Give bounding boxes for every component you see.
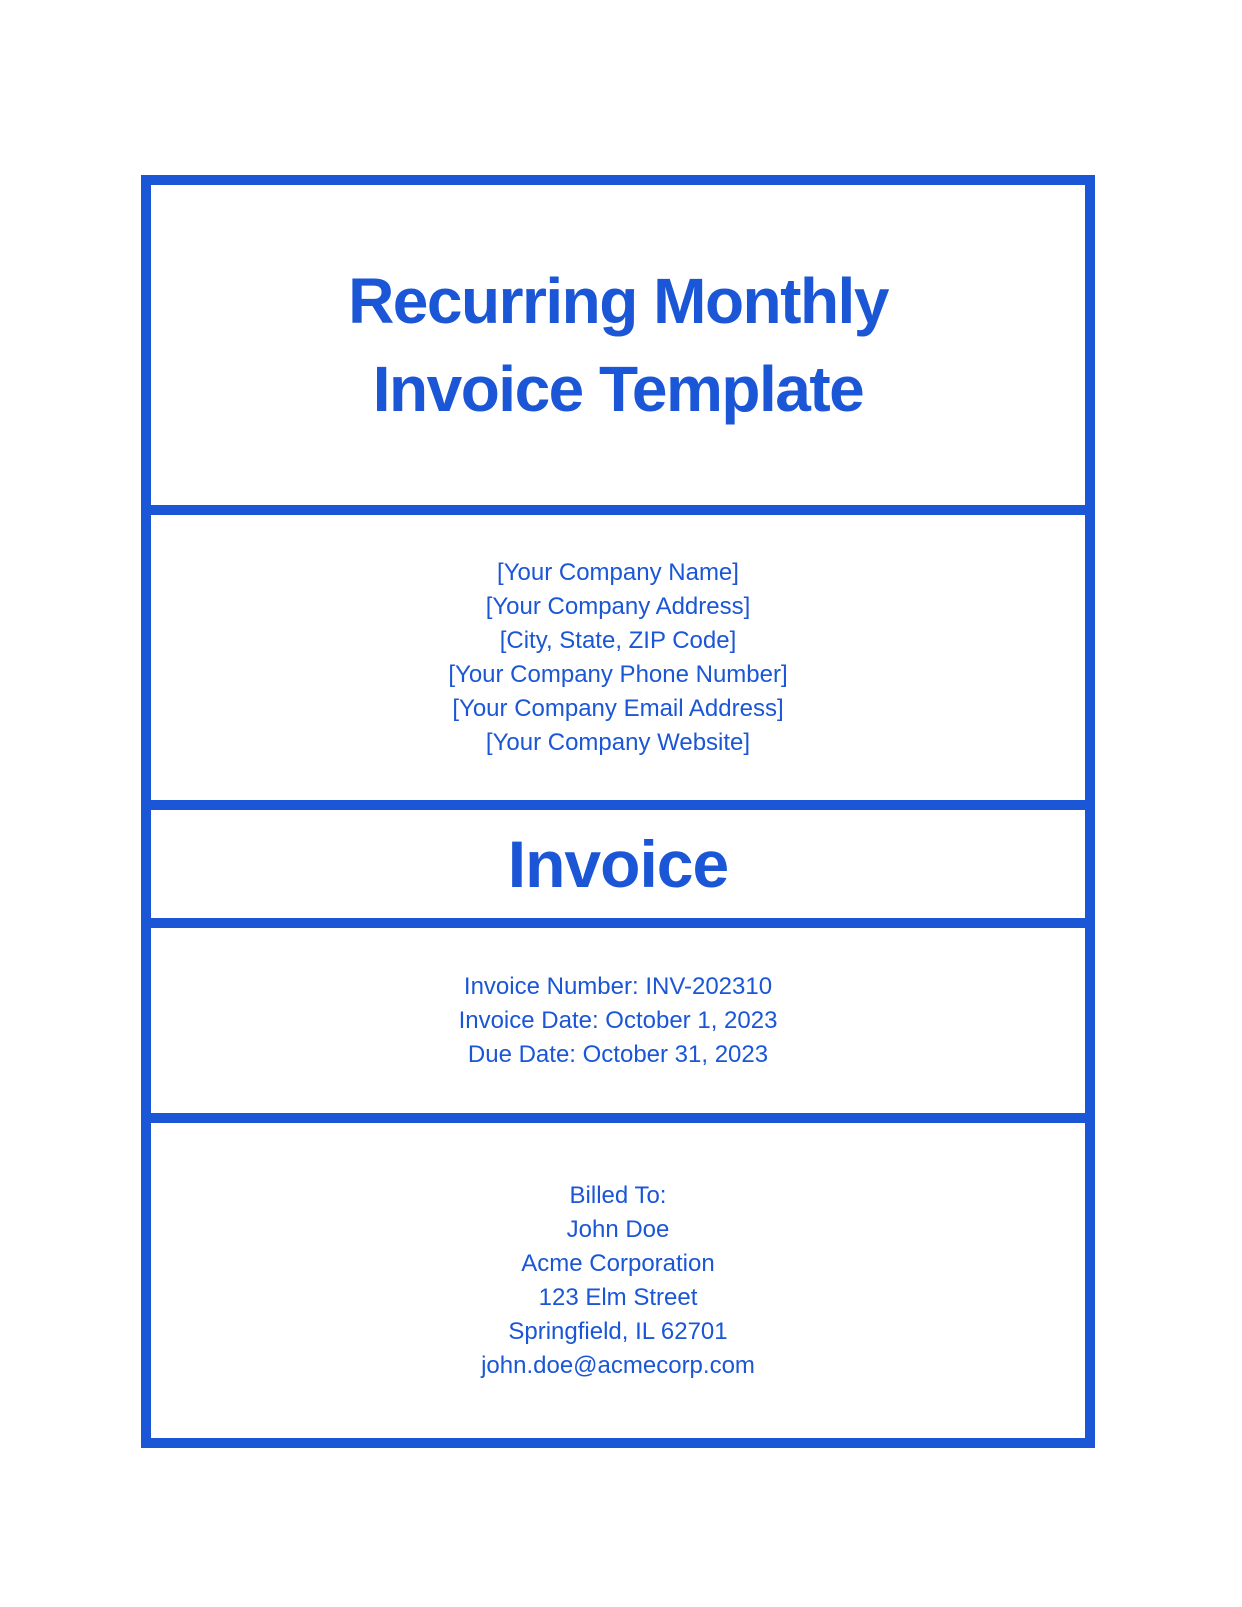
company-address: [Your Company Address]: [485, 592, 751, 620]
divider: [151, 505, 1085, 515]
invoice-details-section: [151, 928, 1085, 1113]
company-name: [Your Company Name]: [497, 558, 739, 586]
invoice-heading: Invoice: [507, 827, 729, 901]
billed-to-email: john.doe@acmecorp.com: [481, 1351, 755, 1379]
invoice-date: Invoice Date: October 1, 2023: [458, 1006, 778, 1034]
billed-to-label: Billed To:: [569, 1181, 667, 1209]
billed-to-name: John Doe: [566, 1215, 670, 1243]
company-website: [Your Company Website]: [485, 728, 751, 756]
divider: [151, 800, 1085, 810]
divider: [151, 1113, 1085, 1123]
page-title-line-1: Recurring Monthly: [348, 265, 888, 337]
billed-to-company: Acme Corporation: [521, 1249, 715, 1277]
billed-to-street: 123 Elm Street: [538, 1283, 698, 1311]
company-email: [Your Company Email Address]: [452, 694, 784, 722]
billed-to-section: [151, 1123, 1085, 1438]
invoice-number: Invoice Number: INV-202310: [463, 972, 773, 1000]
page-title-line-2: Invoice Template: [372, 353, 864, 425]
title-section: [151, 185, 1085, 505]
billed-to-city-state-zip: Springfield, IL 62701: [508, 1317, 728, 1345]
invoice-frame: [141, 175, 1095, 1448]
invoice-due-date: Due Date: October 31, 2023: [467, 1040, 769, 1068]
company-phone: [Your Company Phone Number]: [448, 660, 788, 688]
company-city-state-zip: [City, State, ZIP Code]: [499, 626, 737, 654]
company-info-section: [151, 515, 1085, 800]
divider: [151, 918, 1085, 928]
invoice-heading-section: [151, 810, 1085, 918]
